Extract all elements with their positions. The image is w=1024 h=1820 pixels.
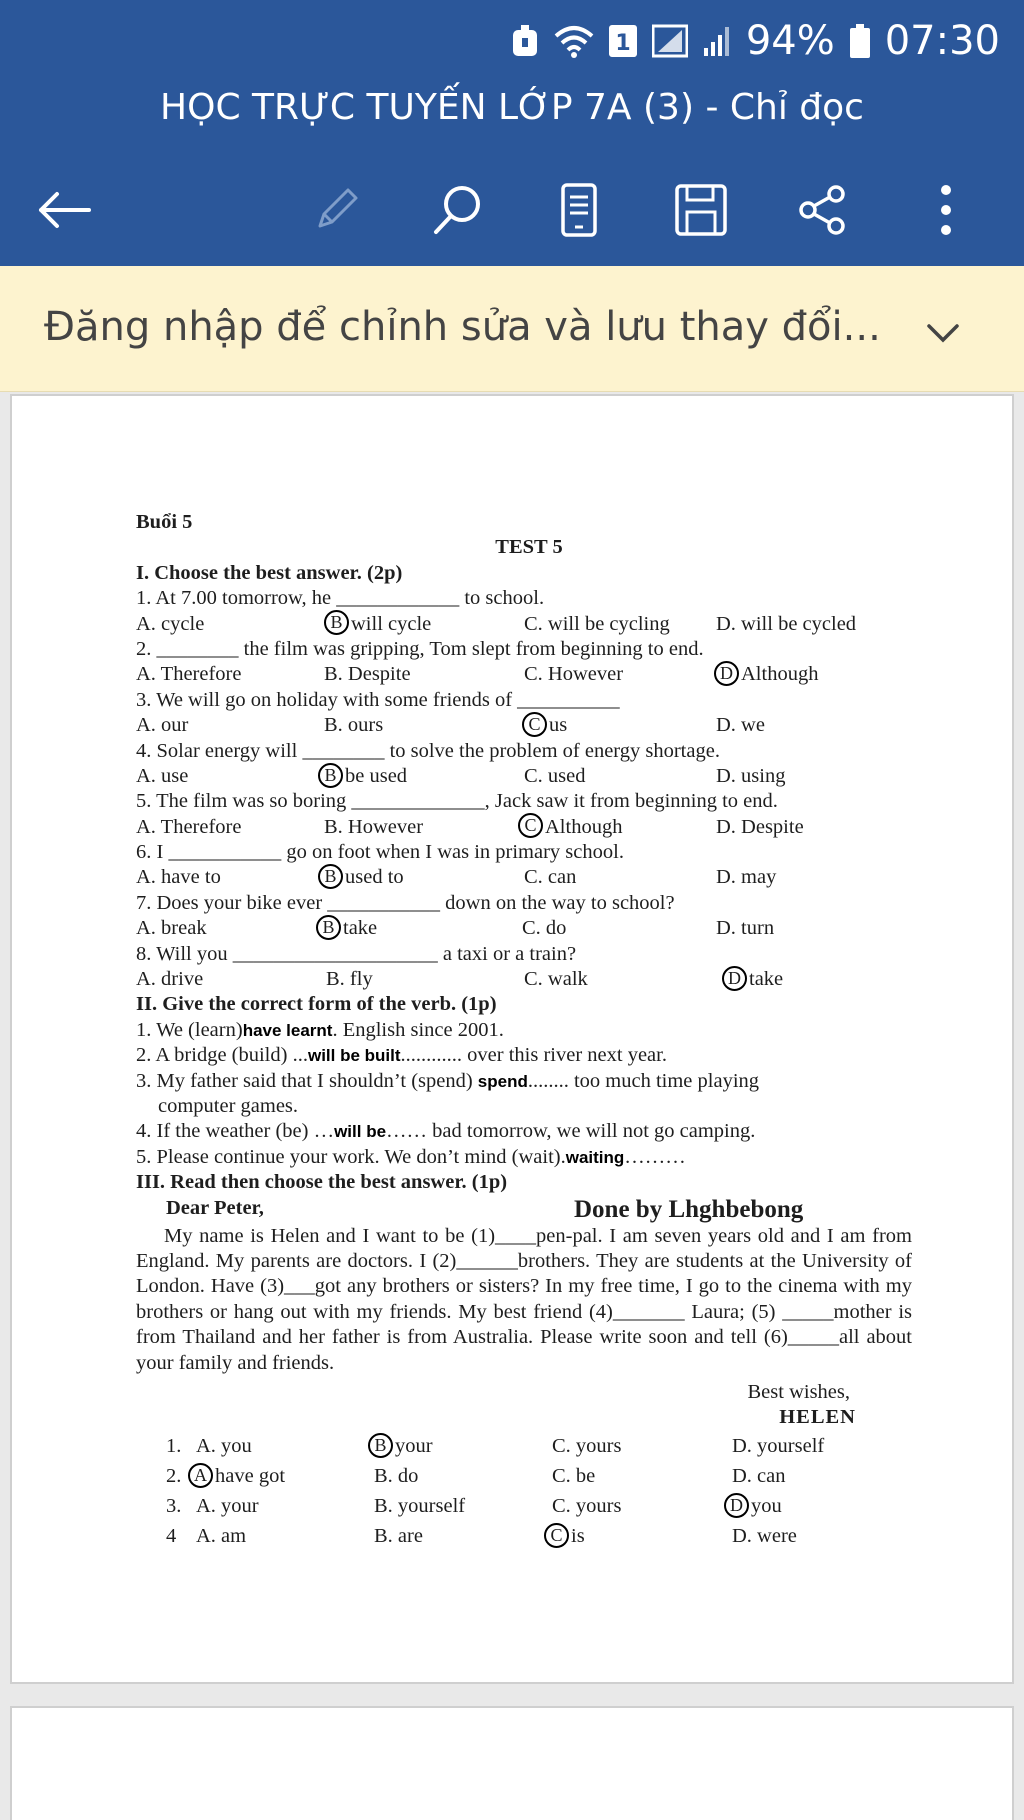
handwritten-answer: waiting bbox=[565, 1147, 625, 1167]
edit-button[interactable] bbox=[296, 170, 376, 250]
handwritten-answer: have learnt bbox=[242, 1020, 333, 1040]
verb-item: 2. A bridge (build) ...will be built............ over this river next year. bbox=[136, 1044, 667, 1067]
save-button[interactable] bbox=[661, 170, 741, 250]
more-vertical-icon bbox=[936, 182, 956, 238]
done-by-note: Done by Lhghbebong bbox=[574, 1195, 804, 1223]
options-row: A. break B take C. do D. turn bbox=[136, 917, 775, 940]
circled-answer: B bbox=[368, 1433, 393, 1458]
search-button[interactable] bbox=[418, 170, 498, 250]
alarm-icon bbox=[510, 24, 540, 58]
next-document-page[interactable] bbox=[10, 1706, 1014, 1820]
handwritten-answer: will be bbox=[334, 1122, 387, 1142]
letter-greeting-row bbox=[136, 1196, 912, 1224]
more-options-button[interactable] bbox=[906, 170, 986, 250]
circled-answer: C bbox=[518, 813, 543, 838]
status-icons bbox=[510, 18, 1000, 64]
session-label: Buổi 5 bbox=[136, 511, 193, 533]
answer-row: 4 A. am B. are C is D. were bbox=[166, 1524, 797, 1547]
battery-icon bbox=[849, 24, 871, 58]
circled-answer: A bbox=[188, 1463, 213, 1488]
options-row: A. Therefore B. However C Although D. Despite bbox=[136, 815, 804, 838]
question: 5. The film was so boring _____________, Jack saw it from beginning to end. bbox=[136, 790, 778, 813]
question: 6. I ___________ go on foot when I was in primary school. bbox=[136, 841, 624, 864]
back-button[interactable] bbox=[24, 170, 104, 250]
question: 1. At 7.00 tomorrow, he ____________ to school. bbox=[136, 587, 545, 610]
share-button[interactable] bbox=[782, 170, 862, 250]
circled-answer: C bbox=[522, 712, 547, 737]
sim-icon bbox=[608, 24, 638, 58]
handwritten-answer: spend bbox=[477, 1071, 528, 1091]
options-row: A. drive B. fly C. walk D take bbox=[136, 967, 784, 991]
banner-text: Đăng nhập để chỉnh sửa và lưu thay đổi... bbox=[44, 304, 881, 350]
clock: 07:30 bbox=[884, 18, 1000, 64]
letter-greeting: Dear Peter, bbox=[166, 1196, 264, 1219]
signal-2-icon bbox=[702, 24, 732, 58]
question: 3. We will go on holiday with some friends of __________ bbox=[136, 688, 620, 711]
circled-answer: B bbox=[318, 864, 343, 889]
circled-answer: D bbox=[724, 1493, 749, 1518]
document-page[interactable] bbox=[10, 394, 1014, 1684]
answer-row: 3. A. your B. yourself C. yours D you bbox=[166, 1494, 782, 1517]
signal-1-icon bbox=[652, 24, 688, 58]
answer-row: 1. A. you B your C. yours D. yourself bbox=[166, 1434, 825, 1457]
chevron-down-icon[interactable] bbox=[918, 308, 968, 358]
question: 2. ________ the film was gripping, Tom slept from beginning to end. bbox=[136, 637, 704, 660]
verb-item: 4. If the weather (be) …will be…… bad tomorrow, we will not go camping. bbox=[136, 1120, 756, 1143]
question: 4. Solar energy will ________ to solve the problem of energy shortage. bbox=[136, 739, 720, 762]
circled-answer: B bbox=[316, 915, 341, 940]
test-title: TEST 5 bbox=[495, 536, 563, 559]
status-bar bbox=[0, 0, 1024, 88]
options-row: A. our B. ours C us D. we bbox=[136, 713, 765, 737]
verb-item: 1. We (learn)have learnt. English since 2001. bbox=[136, 1018, 504, 1041]
circled-answer: B bbox=[318, 763, 343, 788]
options-row: A. cycle B will cycle C. will be cycling D. will be cycled bbox=[136, 612, 857, 635]
question: 8. Will you ____________________ a taxi or a train? bbox=[136, 942, 577, 965]
part3-heading: III. Read then choose the best answer. (1p) bbox=[136, 1171, 508, 1194]
circled-answer: D bbox=[714, 661, 739, 686]
svg-text:1: 1 bbox=[615, 31, 631, 56]
verb-item: 3. My father said that I shouldn’t (spend) spend........ too much time playing bbox=[136, 1069, 760, 1092]
letter-signature: HELEN bbox=[779, 1406, 856, 1429]
question: 7. Does your bike ever ___________ down on the way to school? bbox=[136, 891, 675, 914]
arrow-left-icon bbox=[35, 190, 93, 230]
options-row: A. use B be used C. used D. using bbox=[136, 764, 786, 787]
reading-view-button[interactable] bbox=[539, 170, 619, 250]
wifi-icon bbox=[554, 24, 594, 58]
document-title-text: HỌC TRỰC TUYẾN LỚP 7A (3) - Chỉ đọc bbox=[160, 87, 864, 128]
part2-heading: II. Give the correct form of the verb. (1p) bbox=[136, 993, 497, 1016]
sign-in-banner[interactable] bbox=[0, 266, 1024, 392]
circled-answer: B bbox=[324, 610, 349, 635]
letter-body: My name is Helen and I want to be (1)____pen-pal. I am seven years old and I am from England. My parents are doctors. I (2)______brothers. They are students at the University of London. Have (3)___got any brothers or sisters? In my free time, I go to the cinema with my brothers or hang out with my friends. My best friend (4)_______ Laura; (5) _____mother is from Thailand and her father is from Australia. Please write soon and tell (6)_____all about your family and friends. bbox=[136, 1224, 912, 1374]
circled-answer: C bbox=[544, 1523, 569, 1548]
letter-closing: Best wishes, bbox=[747, 1380, 850, 1403]
toolbar bbox=[0, 150, 1024, 266]
share-icon bbox=[794, 182, 850, 238]
circled-answer: D bbox=[722, 966, 747, 991]
mobile-view-icon bbox=[559, 182, 599, 238]
options-row: A. have to B used to C. can D. may bbox=[136, 866, 777, 889]
verb-item: computer games. bbox=[158, 1094, 299, 1117]
verb-item: 5. Please continue your work. We don’t mind (wait).waiting……… bbox=[136, 1145, 686, 1168]
battery-level: 94% bbox=[745, 18, 835, 64]
answer-row: 2. A have got B. do C. be D. can bbox=[166, 1464, 786, 1487]
pencil-icon bbox=[310, 184, 362, 236]
part1-heading: I. Choose the best answer. (2p) bbox=[136, 561, 403, 584]
handwritten-answer: will be built bbox=[307, 1046, 401, 1066]
floppy-disk-icon bbox=[673, 182, 729, 238]
document-content bbox=[136, 510, 912, 1551]
search-icon bbox=[430, 182, 486, 238]
options-row: A. Therefore B. Despite C. However D Although bbox=[136, 663, 819, 686]
